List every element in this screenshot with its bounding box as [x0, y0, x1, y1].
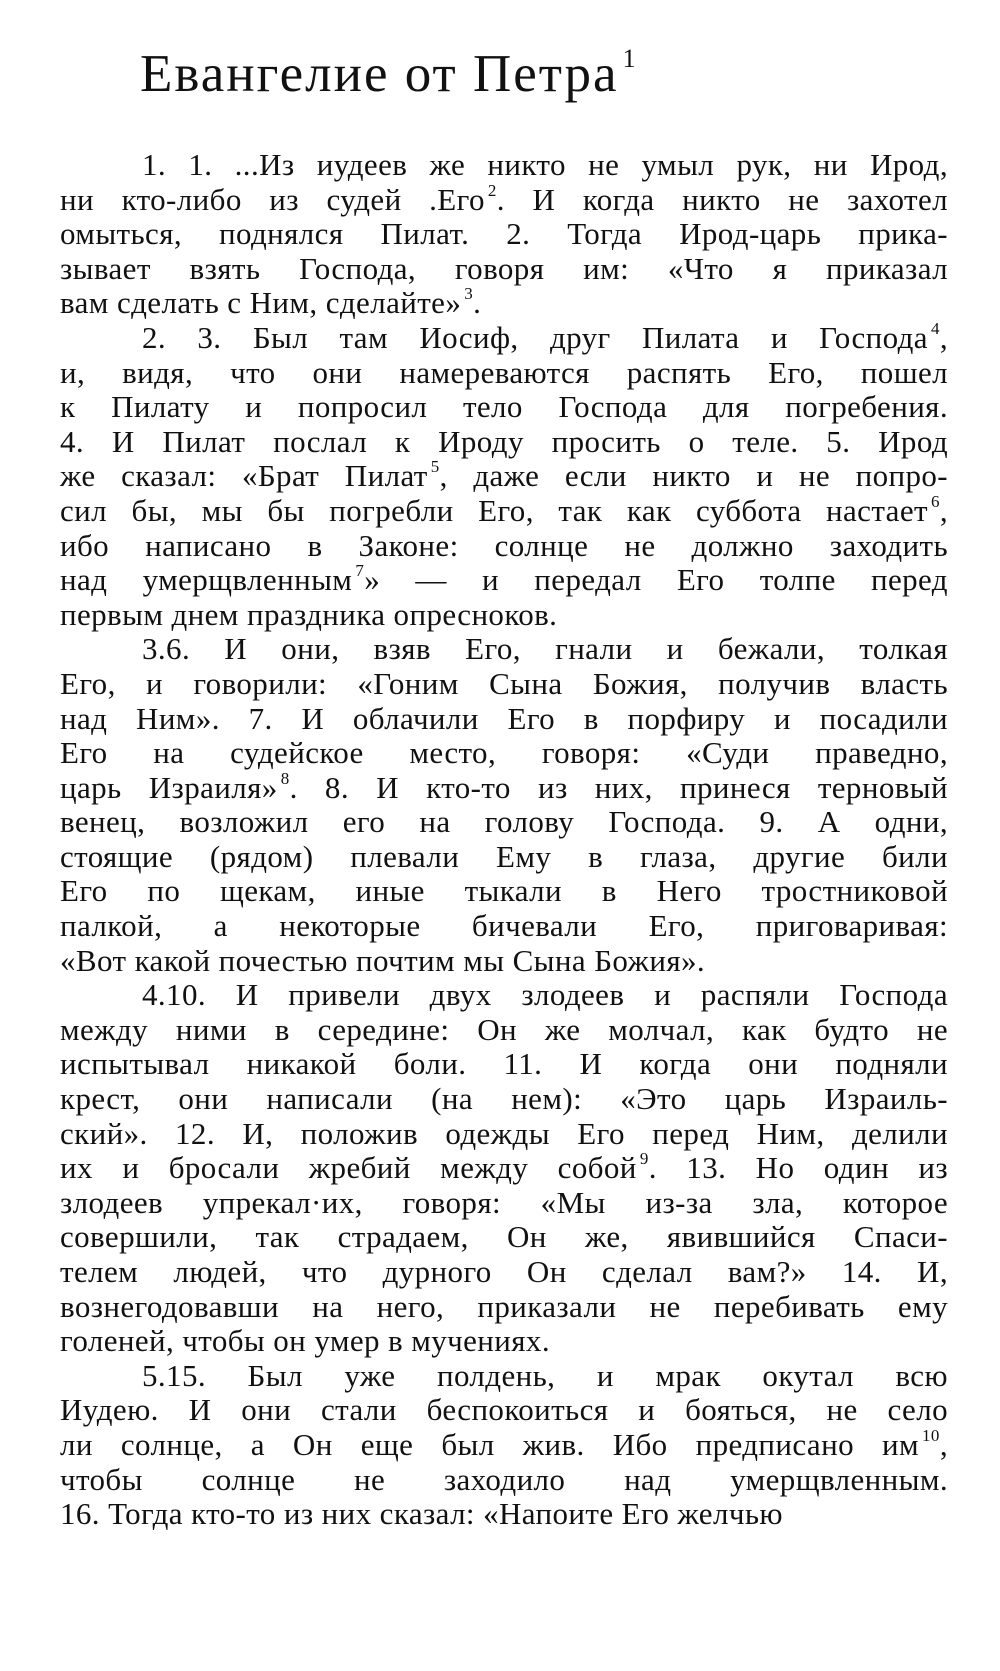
text-line	[60, 459, 948, 494]
line-text: чтобы солнце не заходило над умерщвленным.	[60, 1461, 948, 1497]
text-line	[60, 390, 948, 425]
text-line	[60, 1082, 948, 1117]
line-text: вознегодовавши на него, приказали не перебивать ему	[60, 1288, 948, 1324]
paragraph	[60, 148, 948, 321]
text-line	[60, 874, 948, 909]
text-line	[60, 563, 948, 598]
text-line	[60, 286, 948, 321]
text-line	[60, 491, 948, 529]
text-line	[60, 598, 948, 633]
paragraph	[60, 632, 948, 978]
text-line	[60, 944, 948, 979]
footnote-marker: 4	[930, 318, 940, 338]
footnote-marker: 9	[639, 1149, 649, 1169]
text-line	[60, 252, 948, 287]
line-text: 5.15. Был уже полдень, и мрак окутал всю	[142, 1357, 948, 1393]
line-text: 1. 1. ...Из иудеев же никто не умыл рук, ни Ирод,	[142, 147, 948, 182]
line-text: 3.6. И они, взяв Его, гнали и бежали, толкая	[142, 631, 948, 667]
text-line	[60, 805, 948, 840]
text-line	[60, 1497, 948, 1532]
line-text: 4.10. И привели двух злодеев и распяли Господа	[142, 977, 948, 1013]
text-line	[60, 1425, 948, 1463]
line-text: ский». 12. И, положив одежды Его перед Ним, делили	[60, 1115, 948, 1151]
footnote-marker: 5	[430, 457, 440, 477]
footnote-marker: 10	[922, 1425, 940, 1445]
line-text: 2. 3. Был там Иосиф, друг Пилата и Господа	[142, 319, 928, 355]
document-title	[140, 26, 636, 107]
line-text: первым днем праздника опресноков.	[60, 596, 558, 632]
text-line	[60, 632, 948, 667]
line-text: венец, возложил его на голову Господа. 9. А одни,	[60, 804, 948, 840]
text-line	[60, 1220, 948, 1255]
text-line	[60, 1359, 948, 1394]
text-line	[60, 1117, 948, 1152]
footnote-marker: 7	[355, 561, 365, 581]
line-text: над умерщвленным	[60, 562, 353, 598]
line-text: крест, они написали (на нем): «Это царь Израиль-	[60, 1081, 948, 1117]
line-text: вам сделать с Ним, сделайте»	[60, 285, 462, 321]
line-text: между ними в середине: Он же молчал, как будто не	[60, 1011, 948, 1047]
title-footnote-marker: 1	[622, 44, 636, 73]
text-line	[60, 1290, 948, 1325]
text-line	[60, 1013, 948, 1048]
line-text: царь Израиля»	[60, 769, 278, 805]
line-text: стоящие (рядом) плевали Ему в глаза, другие били	[60, 838, 948, 874]
line-text: сил бы, мы бы погребли Его, так как суббота настает	[60, 492, 928, 528]
footnote-marker: 2	[487, 180, 497, 200]
text-line	[60, 1324, 948, 1359]
text-line	[60, 1463, 948, 1498]
text-line	[60, 529, 948, 564]
line-text: испытывал никакой боли. 11. И когда они подняли	[60, 1046, 948, 1082]
line-text: , даже если никто и не попро-	[439, 458, 949, 494]
paragraph	[60, 318, 949, 632]
line-text: Его, и говорили: «Гоним Сына Божия, получив власть	[60, 665, 948, 701]
text-line	[60, 978, 948, 1013]
text-line	[60, 736, 948, 771]
text-line	[60, 425, 948, 460]
text-line	[60, 667, 948, 702]
paragraph	[60, 978, 948, 1359]
line-text: . И когда никто не захотел	[496, 181, 948, 217]
line-text: ни кто-либо из судей .Его	[60, 181, 485, 217]
body-text	[60, 148, 948, 1532]
line-text: телем людей, что дурного Он сделал вам?» 14. И,	[60, 1254, 948, 1289]
text-line	[60, 356, 948, 391]
line-text: палкой, а некоторые бичевали Его, приговаривая:	[60, 908, 948, 944]
line-text: голеней, чтобы он умер в мучениях.	[60, 1323, 550, 1359]
text-line	[60, 180, 948, 218]
text-line	[60, 1047, 948, 1082]
line-text: над Ним». 7. И облачили Его в порфиру и посадили	[60, 700, 948, 736]
line-text: 16. Тогда кто-то из них сказал: «Напоите Его желчью	[60, 1496, 783, 1532]
line-text: ибо написано в Законе: солнце не должно заходить	[60, 527, 948, 563]
text-line	[60, 768, 948, 806]
text-line	[60, 1393, 948, 1428]
text-line	[60, 1255, 948, 1290]
line-text: » — и передал Его толпе перед	[364, 562, 948, 598]
line-text: злодеев упрекал·их, говоря: «Мы из-за зла, которое	[60, 1184, 948, 1220]
line-text: же сказал: «Брат Пилат	[60, 458, 428, 494]
text-line	[60, 318, 948, 356]
text-line	[60, 840, 948, 875]
line-text: омыться, поднялся Пилат. 2. Тогда Ирод-царь прика-	[60, 216, 948, 252]
line-text: ,	[939, 1426, 948, 1462]
line-text: ,	[939, 492, 948, 528]
line-text: Иудею. И они стали беспокоиться и бояться, не село	[60, 1392, 948, 1428]
line-text: . 13. Но один из	[648, 1150, 949, 1186]
line-text: Его по щекам, иные тыкали в Него тростниковой	[60, 873, 948, 909]
text-line	[60, 217, 948, 252]
line-text: Его на судейское место, говоря: «Суди праведно,	[60, 735, 948, 771]
footnote-marker: 6	[930, 491, 940, 511]
line-text: ли солнце, а Он еще был жив. Ибо предписано им	[60, 1426, 920, 1462]
paragraph	[60, 1359, 948, 1532]
text-line	[60, 1151, 948, 1186]
footnote-marker: 3	[464, 284, 474, 304]
line-text: ,	[939, 319, 948, 355]
line-text: их и бросали жребий между собой	[60, 1150, 637, 1186]
line-text: .	[473, 285, 482, 321]
line-text: совершили, так страдаем, Он же, явившийся Спаси-	[60, 1219, 948, 1255]
title-text: Евангелие от Петра	[140, 45, 619, 103]
text-line	[60, 148, 948, 183]
text-line	[60, 702, 948, 737]
text-line	[60, 1186, 948, 1221]
line-text: к Пилату и попросил тело Господа для погребения.	[60, 389, 948, 425]
line-text: зывает взять Господа, говоря им: «Что я приказал	[60, 250, 948, 286]
line-text: и, видя, что они намереваются распять Его, пошел	[60, 354, 948, 390]
line-text: «Вот какой почестью почтим мы Сына Божия».	[60, 942, 706, 978]
footnote-marker: 8	[280, 768, 290, 788]
text-line	[60, 909, 948, 944]
line-text: . 8. И кто-то из них, принеся терновый	[289, 769, 948, 805]
line-text: 4. И Пилат послал к Ироду просить о теле. 5. Ирод	[60, 423, 948, 459]
